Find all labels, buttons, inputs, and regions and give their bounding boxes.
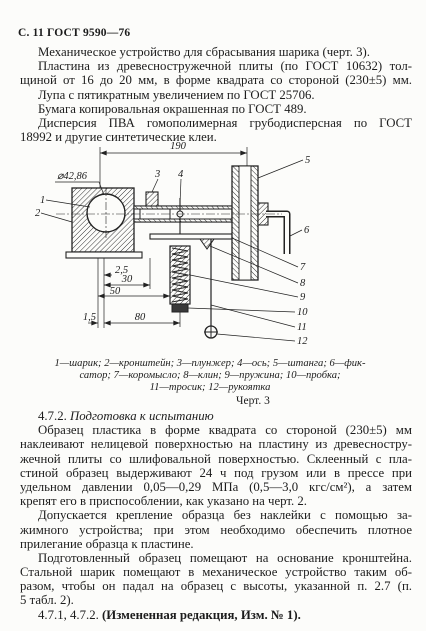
callout-7: 7 <box>300 262 306 273</box>
text-line: стиной образец выдерживают 24 ч под грузом или в прессе при <box>20 465 412 480</box>
leader-4 <box>180 179 181 204</box>
handle <box>204 326 218 338</box>
callout-3: 3 <box>155 169 161 180</box>
text-line: Образец пластика в форме квадрата со стороной (230±5) мм <box>38 423 412 438</box>
text-line: крепят его в приспособлении, как указано на черт. 2. <box>20 494 307 509</box>
text-line: жечной плиты со шлифовальной поверхностью. Склеенный с пла- <box>20 451 412 466</box>
dimension-2-5: 2,5 <box>115 265 129 276</box>
dimension-overall: 190 <box>170 142 186 152</box>
leader-10 <box>188 308 295 312</box>
dimension-ball-diameter: ⌀42,86 <box>57 171 87 182</box>
fixator <box>266 214 287 254</box>
wedge <box>200 239 214 249</box>
section-title: Подготовка к испытанию <box>70 409 214 423</box>
text-line: Лупа с пятикратным увеличением по ГОСТ 25706. <box>38 87 315 102</box>
callout-1: 1 <box>40 195 46 206</box>
text-line: Бумага копировальная окрашенная по ГОСТ 489. <box>38 101 307 116</box>
section-4-7-2 <box>20 409 412 622</box>
amendment-text: (Измененная редакция, Изм. № 1). <box>102 607 301 622</box>
intro-text <box>20 45 412 144</box>
text-line: Механическое устройство для сбрасывания шарика (черт. 3). <box>38 45 370 59</box>
callout-9: 9 <box>300 292 306 303</box>
callout-11: 11 <box>297 322 307 333</box>
dimension-30: 30 <box>121 274 133 285</box>
section-heading <box>20 409 412 423</box>
callout-5: 5 <box>305 155 311 166</box>
apparatus-drawing <box>0 142 426 357</box>
figure-legend <box>30 358 390 394</box>
leader-12 <box>217 334 295 341</box>
callout-12: 12 <box>297 336 308 347</box>
leader-6 <box>290 230 302 236</box>
amendment-note <box>20 608 412 622</box>
text-line: Допускается крепление образца без наклейки с помощью за- <box>38 508 412 523</box>
leader-11 <box>211 305 295 327</box>
text-line: Дисперсия ПВА гомополимерная грубодисперсная по ГОСТ <box>38 115 412 130</box>
leader-2 <box>41 213 72 222</box>
text-line: 18992 и другие синтетические клеи. <box>20 130 217 145</box>
text-line: жимного устройства; при этом необходимо обеспечить плотное <box>20 522 412 537</box>
callout-8: 8 <box>300 278 306 289</box>
figure-label: Черт. 3 <box>236 395 270 407</box>
text-line: удельном давлении 0,05—0,29 МПа (0,5—3,0 кгс/см²), а затем <box>20 479 412 494</box>
text-line: 5 табл. 2). <box>20 593 74 608</box>
legend-line: 1—шарик; 2—кронштейн; 3—плунжер; 4—ось; 5—штанга; 6—фик- <box>54 358 366 369</box>
callout-10: 10 <box>297 307 308 318</box>
leader-5 <box>258 160 303 178</box>
rocker <box>150 234 232 239</box>
plug <box>172 304 188 312</box>
callout-6: 6 <box>304 225 310 236</box>
legend-line: сатор; 7—коромысло; 8—клин; 9—пружина; 10—пробка; <box>79 370 341 381</box>
text-line: Стальной шарик помещают в механическое устройство таким об- <box>20 565 412 580</box>
text-line: наклеивают нелицевой поверхностью на пластину из древесностру- <box>20 437 412 452</box>
text-line: разом, чтобы он падал на образец с высоты, указанной п. 2.7 (п. <box>20 579 412 594</box>
leader-3 <box>152 179 158 192</box>
dimension-50: 50 <box>109 286 121 297</box>
callout-4: 4 <box>178 169 184 180</box>
page-header: С. 11 ГОСТ 9590—76 <box>18 27 131 39</box>
section-number: 4.7.2. <box>38 409 67 423</box>
callout-2: 2 <box>35 208 41 219</box>
dimension-1-5: 1,5 <box>82 312 96 323</box>
text-line: Пластина из древесностружечной плиты (по ГОСТ 10632) тол- <box>38 59 412 74</box>
amendment-ref: 4.7.1, 4.7.2. <box>38 607 99 622</box>
text-line: прилегание образца к пластине. <box>20 536 194 551</box>
dimension-80: 80 <box>134 312 146 323</box>
legend-line: 11—тросик; 12—рукоятка <box>149 382 271 393</box>
text-line: щиной от 16 до 20 мм, в форме квадрата со стороной (230±5) мм. <box>20 73 412 88</box>
text-line: Подготовленный образец помещают на основание кронштейна. <box>38 550 412 565</box>
